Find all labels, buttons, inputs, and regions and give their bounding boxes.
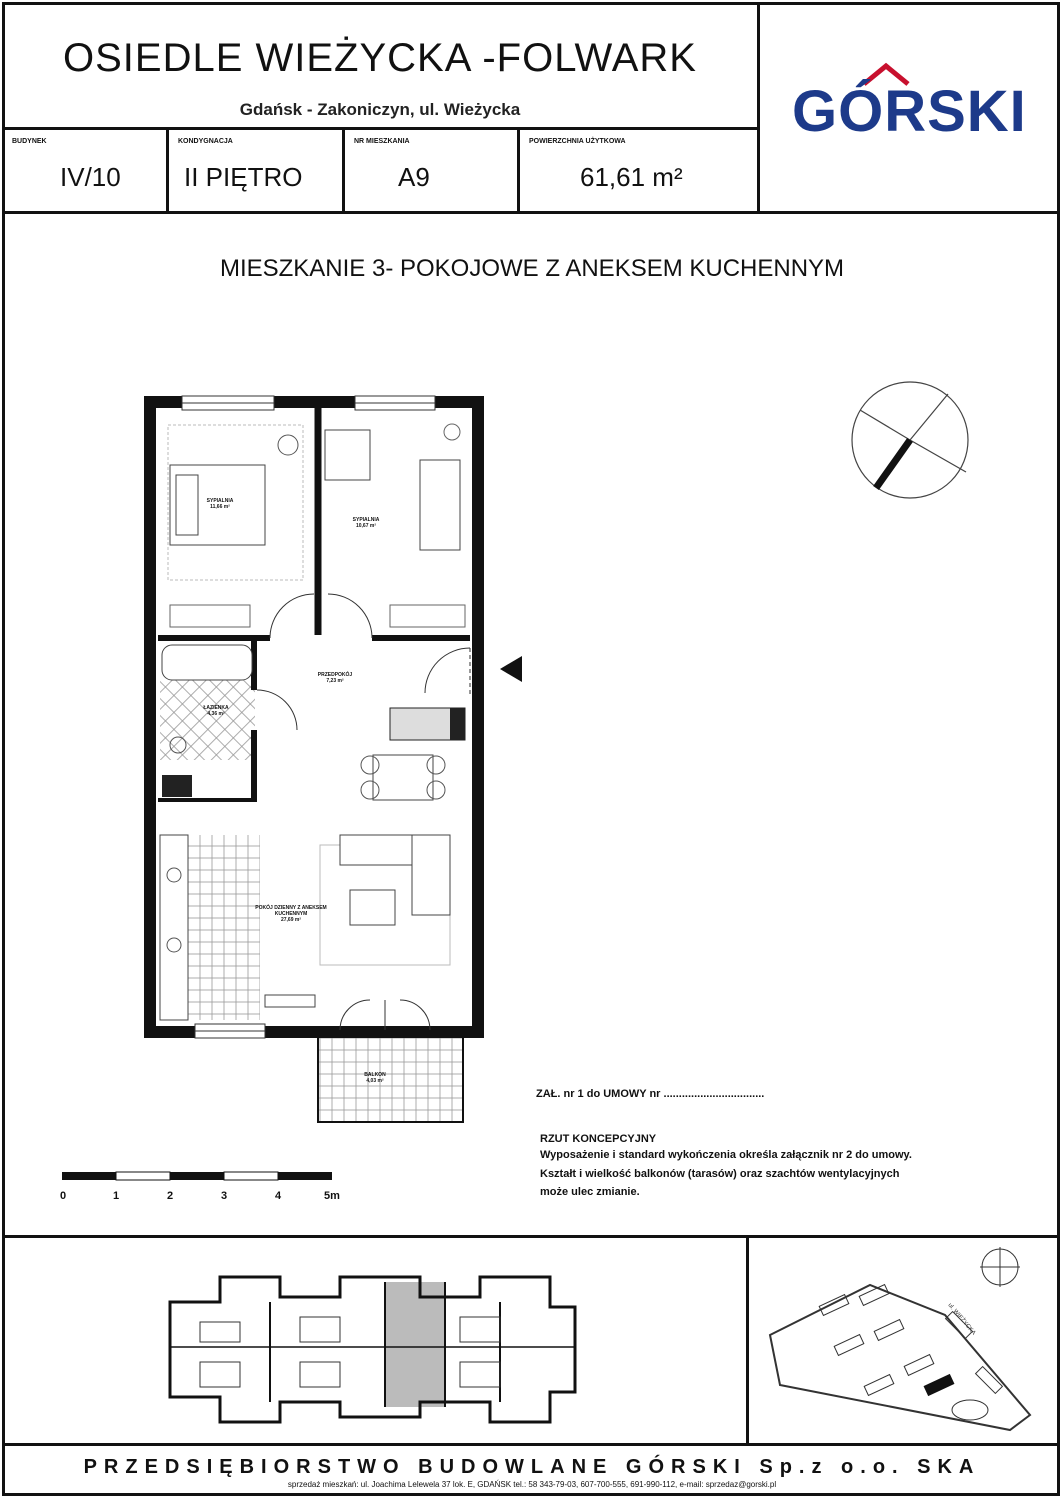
scale-bar — [60, 1170, 340, 1184]
usable-area-value: 61,61 m² — [580, 162, 683, 192]
header-divider — [2, 211, 1060, 214]
scale-tick: 2 — [167, 1190, 174, 1202]
section-divider — [2, 1443, 1060, 1446]
page-title: OSIEDLE WIEŻYCKA -FOLWARK — [63, 36, 697, 80]
concept-title: RZUT KONCEPCYJNY — [540, 1133, 657, 1145]
site-plan — [760, 1245, 1050, 1440]
concept-line: Kształt i wielkość balkonów (tarasów) oraz szachtów wentylacyjnych — [540, 1168, 900, 1180]
apartment-number-label: NR MIESZKANIA — [354, 138, 410, 145]
page-subtitle: Gdańsk - Zakoniczyn, ul. Wieżycka — [239, 100, 521, 119]
building-label: BUDYNEK — [12, 138, 47, 145]
scale-tick: 1 — [113, 1190, 120, 1202]
north-arrow-icon — [848, 380, 972, 504]
concept-line: może ulec zmianie. — [540, 1186, 640, 1198]
scale-tick: 5m — [324, 1190, 340, 1202]
company-logo: GÓRSKI — [792, 79, 1027, 144]
room-label: ŁAZIENKA 4,36 m² — [203, 705, 229, 717]
company-name: PRZEDSIĘBIORSTWO BUDOWLANE GÓRSKI Sp.z o.o. SKA — [83, 1456, 981, 1478]
building-key-plan — [160, 1262, 580, 1437]
scale-tick: 3 — [221, 1190, 228, 1202]
room-label: POKÓJ DZIENNY Z ANEKSEM KUCHENNYM 27,69 m² — [255, 905, 327, 923]
room-label: BALKON 4,03 m² — [364, 1072, 386, 1084]
concept-line: Wyposażenie i standard wykończenia określa załącznik nr 2 do umowy. — [540, 1149, 912, 1161]
section-divider — [2, 1235, 1060, 1238]
header-divider — [517, 127, 520, 213]
company-address: sprzedaż mieszkań: ul. Joachima Lelewela 37 lok. E, GDAŃSK tel.: 58 343-79-03, 607-700-555, 691-990-112, e-mail: sprzedaz@gorski.pl — [287, 1480, 777, 1489]
room-label: PRZEDPOKÓJ 7,23 m² — [317, 672, 353, 684]
street-label: ul. WIEŻYCKA — [946, 1302, 977, 1337]
header-divider — [2, 127, 759, 130]
scale-tick: 4 — [275, 1190, 282, 1202]
floor-value: II PIĘTRO — [184, 162, 303, 192]
apartment-type-heading: MIESZKANIE 3- POKOJOWE Z ANEKSEM KUCHENNYM — [219, 255, 845, 282]
section-divider — [746, 1235, 749, 1445]
apartment-number-value: A9 — [398, 162, 430, 192]
attachment-note: ZAŁ. nr 1 do UMOWY nr ................................. — [536, 1088, 765, 1100]
header-divider — [342, 127, 345, 213]
building-value: IV/10 — [60, 162, 121, 192]
entrance-arrow-icon — [498, 654, 524, 684]
scale-tick: 0 — [60, 1190, 67, 1202]
room-label: SYPIALNIA 11,66 m² — [206, 498, 234, 510]
header-divider — [166, 127, 169, 213]
room-label: SYPIALNIA 10,67 m² — [352, 517, 380, 529]
floor-label: KONDYGNACJA — [178, 138, 233, 145]
usable-area-label: POWIERZCHNIA UŻYTKOWA — [529, 138, 626, 145]
